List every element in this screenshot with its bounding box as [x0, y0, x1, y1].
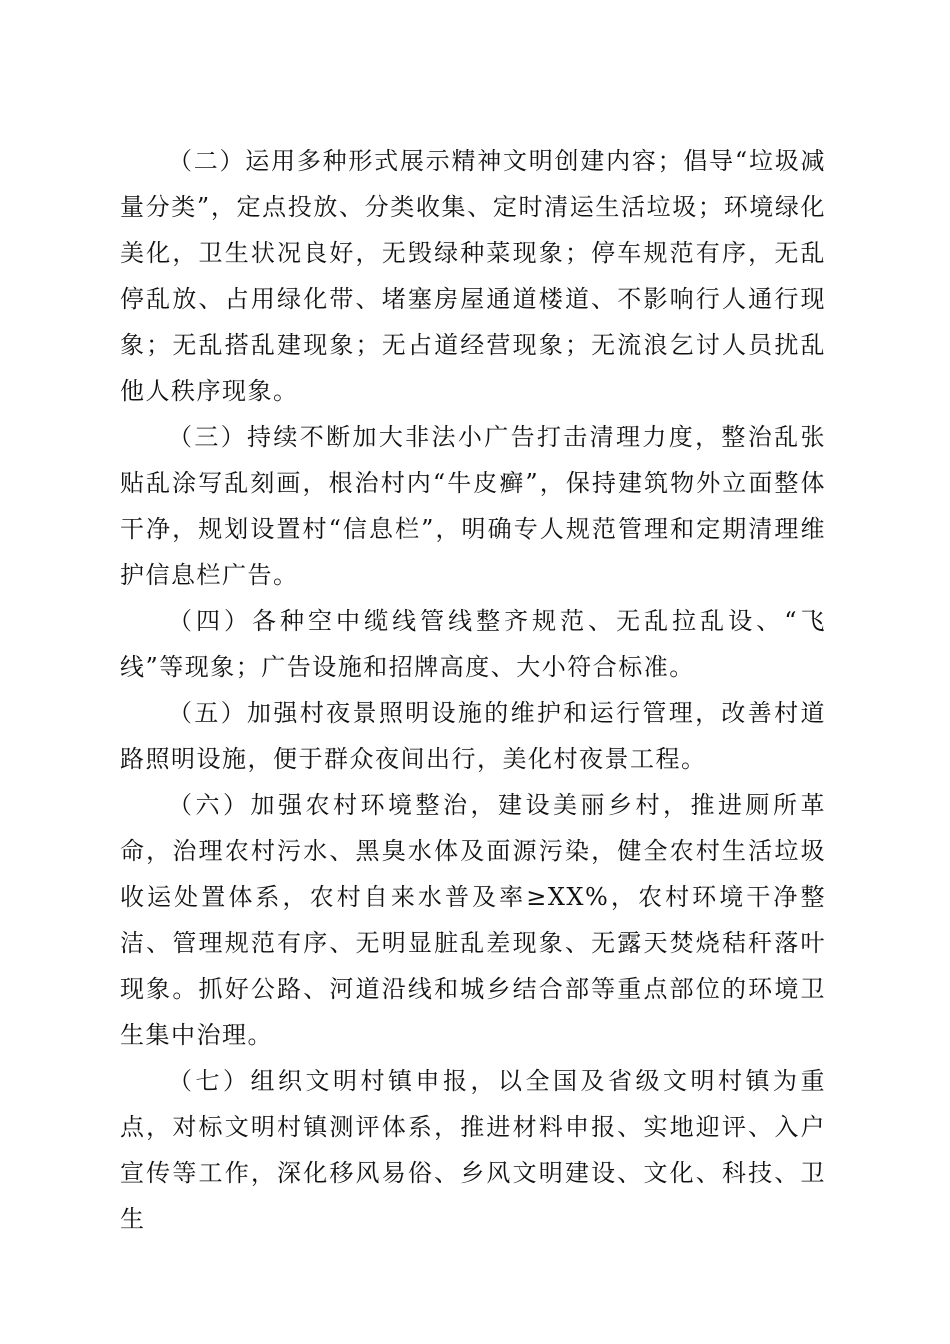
paragraph-section-7: （七）组织文明村镇申报，以全国及省级文明村镇为重点，对标文明村镇测评体系，推进材料申报、实地迎评、入户宣传等工作，深化移风易俗、乡风文明建设、文化、科技、卫生	[120, 1067, 826, 1233]
document-body	[120, 138, 826, 1242]
paragraph-section-2: （二）运用多种形式展示精神文明创建内容；倡导“垃圾减量分类”，定点投放、分类收集、定时清运生活垃圾；环境绿化美化，卫生状况良好，无毁绿种菜现象；停车规范有序，无乱停乱放、占用绿化带、堵塞房屋通道楼道、不影响行人通行现象；无乱搭乱建现象；无占道经营现象；无流浪乞讨人员扰乱他人秩序现象。	[120, 147, 826, 405]
paragraph-section-4: （四）各种空中缆线管线整齐规范、无乱拉乱设、“飞线”等现象；广告设施和招牌高度、大小符合标准。	[120, 607, 826, 681]
paragraph-section-3: （三）持续不断加大非法小广告打击清理力度，整治乱张贴乱涂写乱刻画，根治村内“牛皮癣”，保持建筑物外立面整体干净，规划设置村“信息栏”，明确专人规范管理和定期清理维护信息栏广告。	[120, 423, 826, 589]
paragraph-section-6: （六）加强农村环境整治，建设美丽乡村，推进厕所革命，治理农村污水、黑臭水体及面源污染，健全农村生活垃圾收运处置体系，农村自来水普及率≥XX%，农村环境干净整洁、管理规范有序、无明显脏乱差现象、无露天焚烧秸秆落叶现象。抓好公路、河道沿线和城乡结合部等重点部位的环境卫生集中治理。	[120, 791, 826, 1049]
paragraph-section-5: （五）加强村夜景照明设施的维护和运行管理，改善村道路照明设施，便于群众夜间出行，美化村夜景工程。	[120, 699, 826, 773]
